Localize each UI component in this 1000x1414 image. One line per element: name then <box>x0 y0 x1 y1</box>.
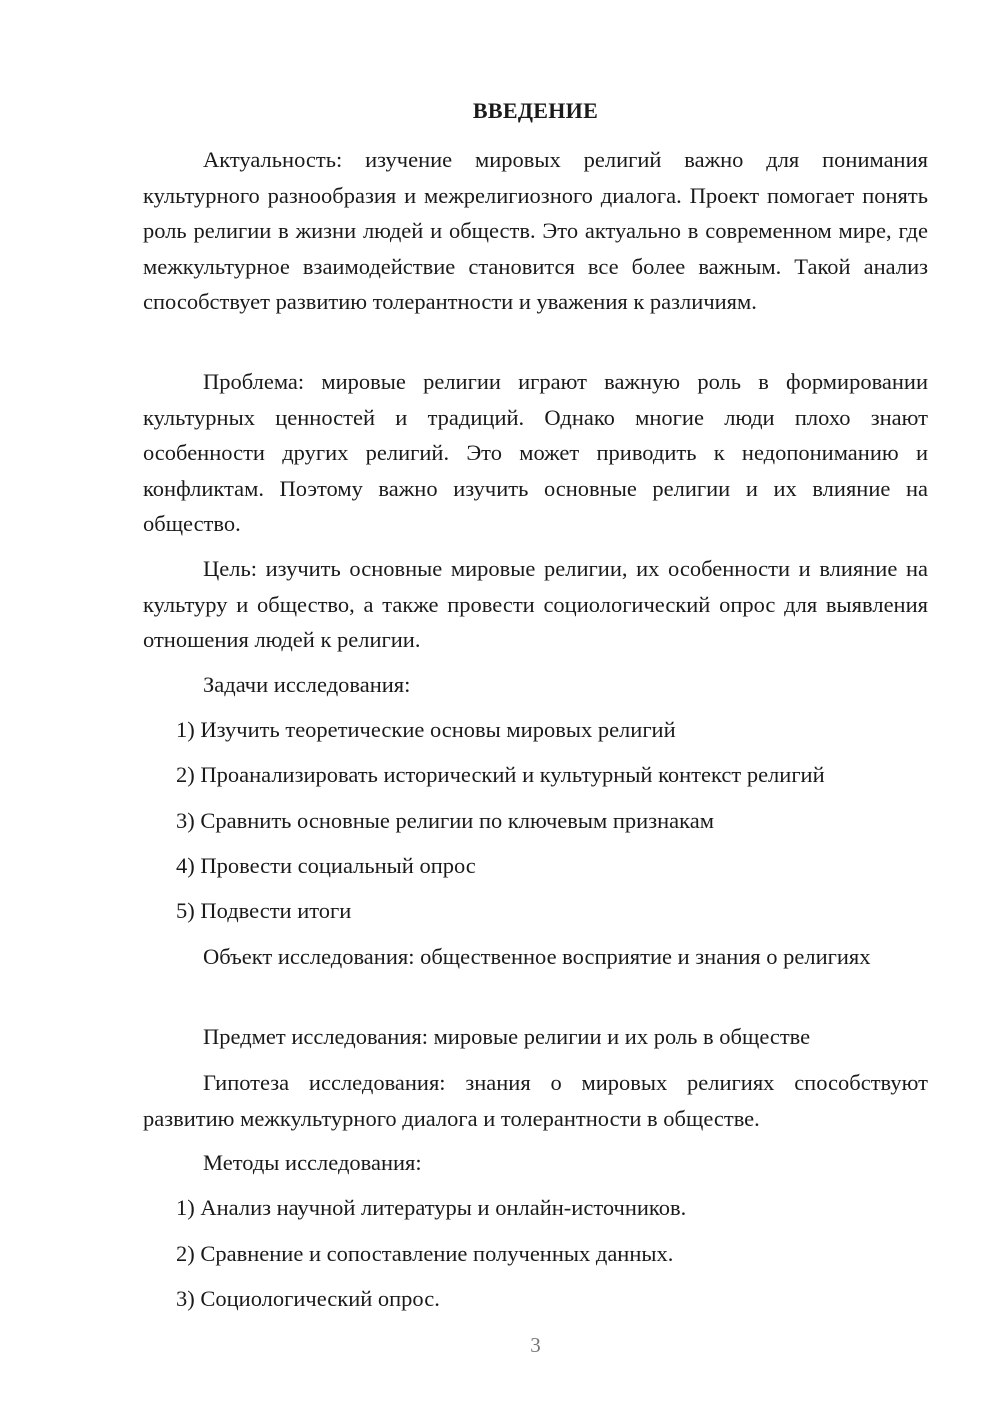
page-number: 3 <box>530 1333 541 1357</box>
method-item: 3) Социологический опрос. <box>176 1286 440 1311</box>
task-item: 1) Изучить теоретические основы мировых религий <box>176 717 676 742</box>
tasks-heading: Задачи исследования: <box>203 672 411 697</box>
task-item: 3) Сравнить основные религии по ключевым признакам <box>176 808 714 833</box>
problem-paragraph: Проблема: мировые религии играют важную роль в формировании культурных ценностей и традиций. Однако многие люди плохо знают особенности других религий. Это может приводить к недопониманию и конфликтам. Поэтому важно изучить основные религии и их влияние на общество. <box>143 369 928 536</box>
task-item: 4) Провести социальный опрос <box>176 853 476 878</box>
task-item: 5) Подвести итоги <box>176 898 352 923</box>
relevance-paragraph: Актуальность: изучение мировых религий важно для понимания культурного разнообразия и межрелигиозного диалога. Проект помогает понять роль религии в жизни людей и обществ. Это актуально в современном мире, где межкультурное взаимодействие становится все более важным. Такой анализ способствует развитию толерантности и уважения к различиям. <box>143 147 928 314</box>
goal-paragraph: Цель: изучить основные мировые религии, их особенности и влияние на культуру и общество, а также провести социологический опрос для выявления отношения людей к религии. <box>143 556 928 652</box>
method-item: 2) Сравнение и сопоставление полученных данных. <box>176 1241 674 1266</box>
page-title: ВВЕДЕНИЕ <box>472 98 599 123</box>
hypothesis-paragraph: Гипотеза исследования: знания о мировых религиях способствуют развитию межкультурного диалога и толерантности в обществе. <box>143 1070 928 1131</box>
task-item: 2) Проанализировать исторический и культурный контекст религий <box>176 762 825 787</box>
method-item: 1) Анализ научной литературы и онлайн-источников. <box>176 1195 687 1220</box>
object-paragraph: Объект исследования: общественное восприятие и знания о религиях <box>203 944 871 969</box>
subject-line: Предмет исследования: мировые религии и их роль в обществе <box>203 1024 811 1049</box>
methods-heading: Методы исследования: <box>203 1150 422 1175</box>
